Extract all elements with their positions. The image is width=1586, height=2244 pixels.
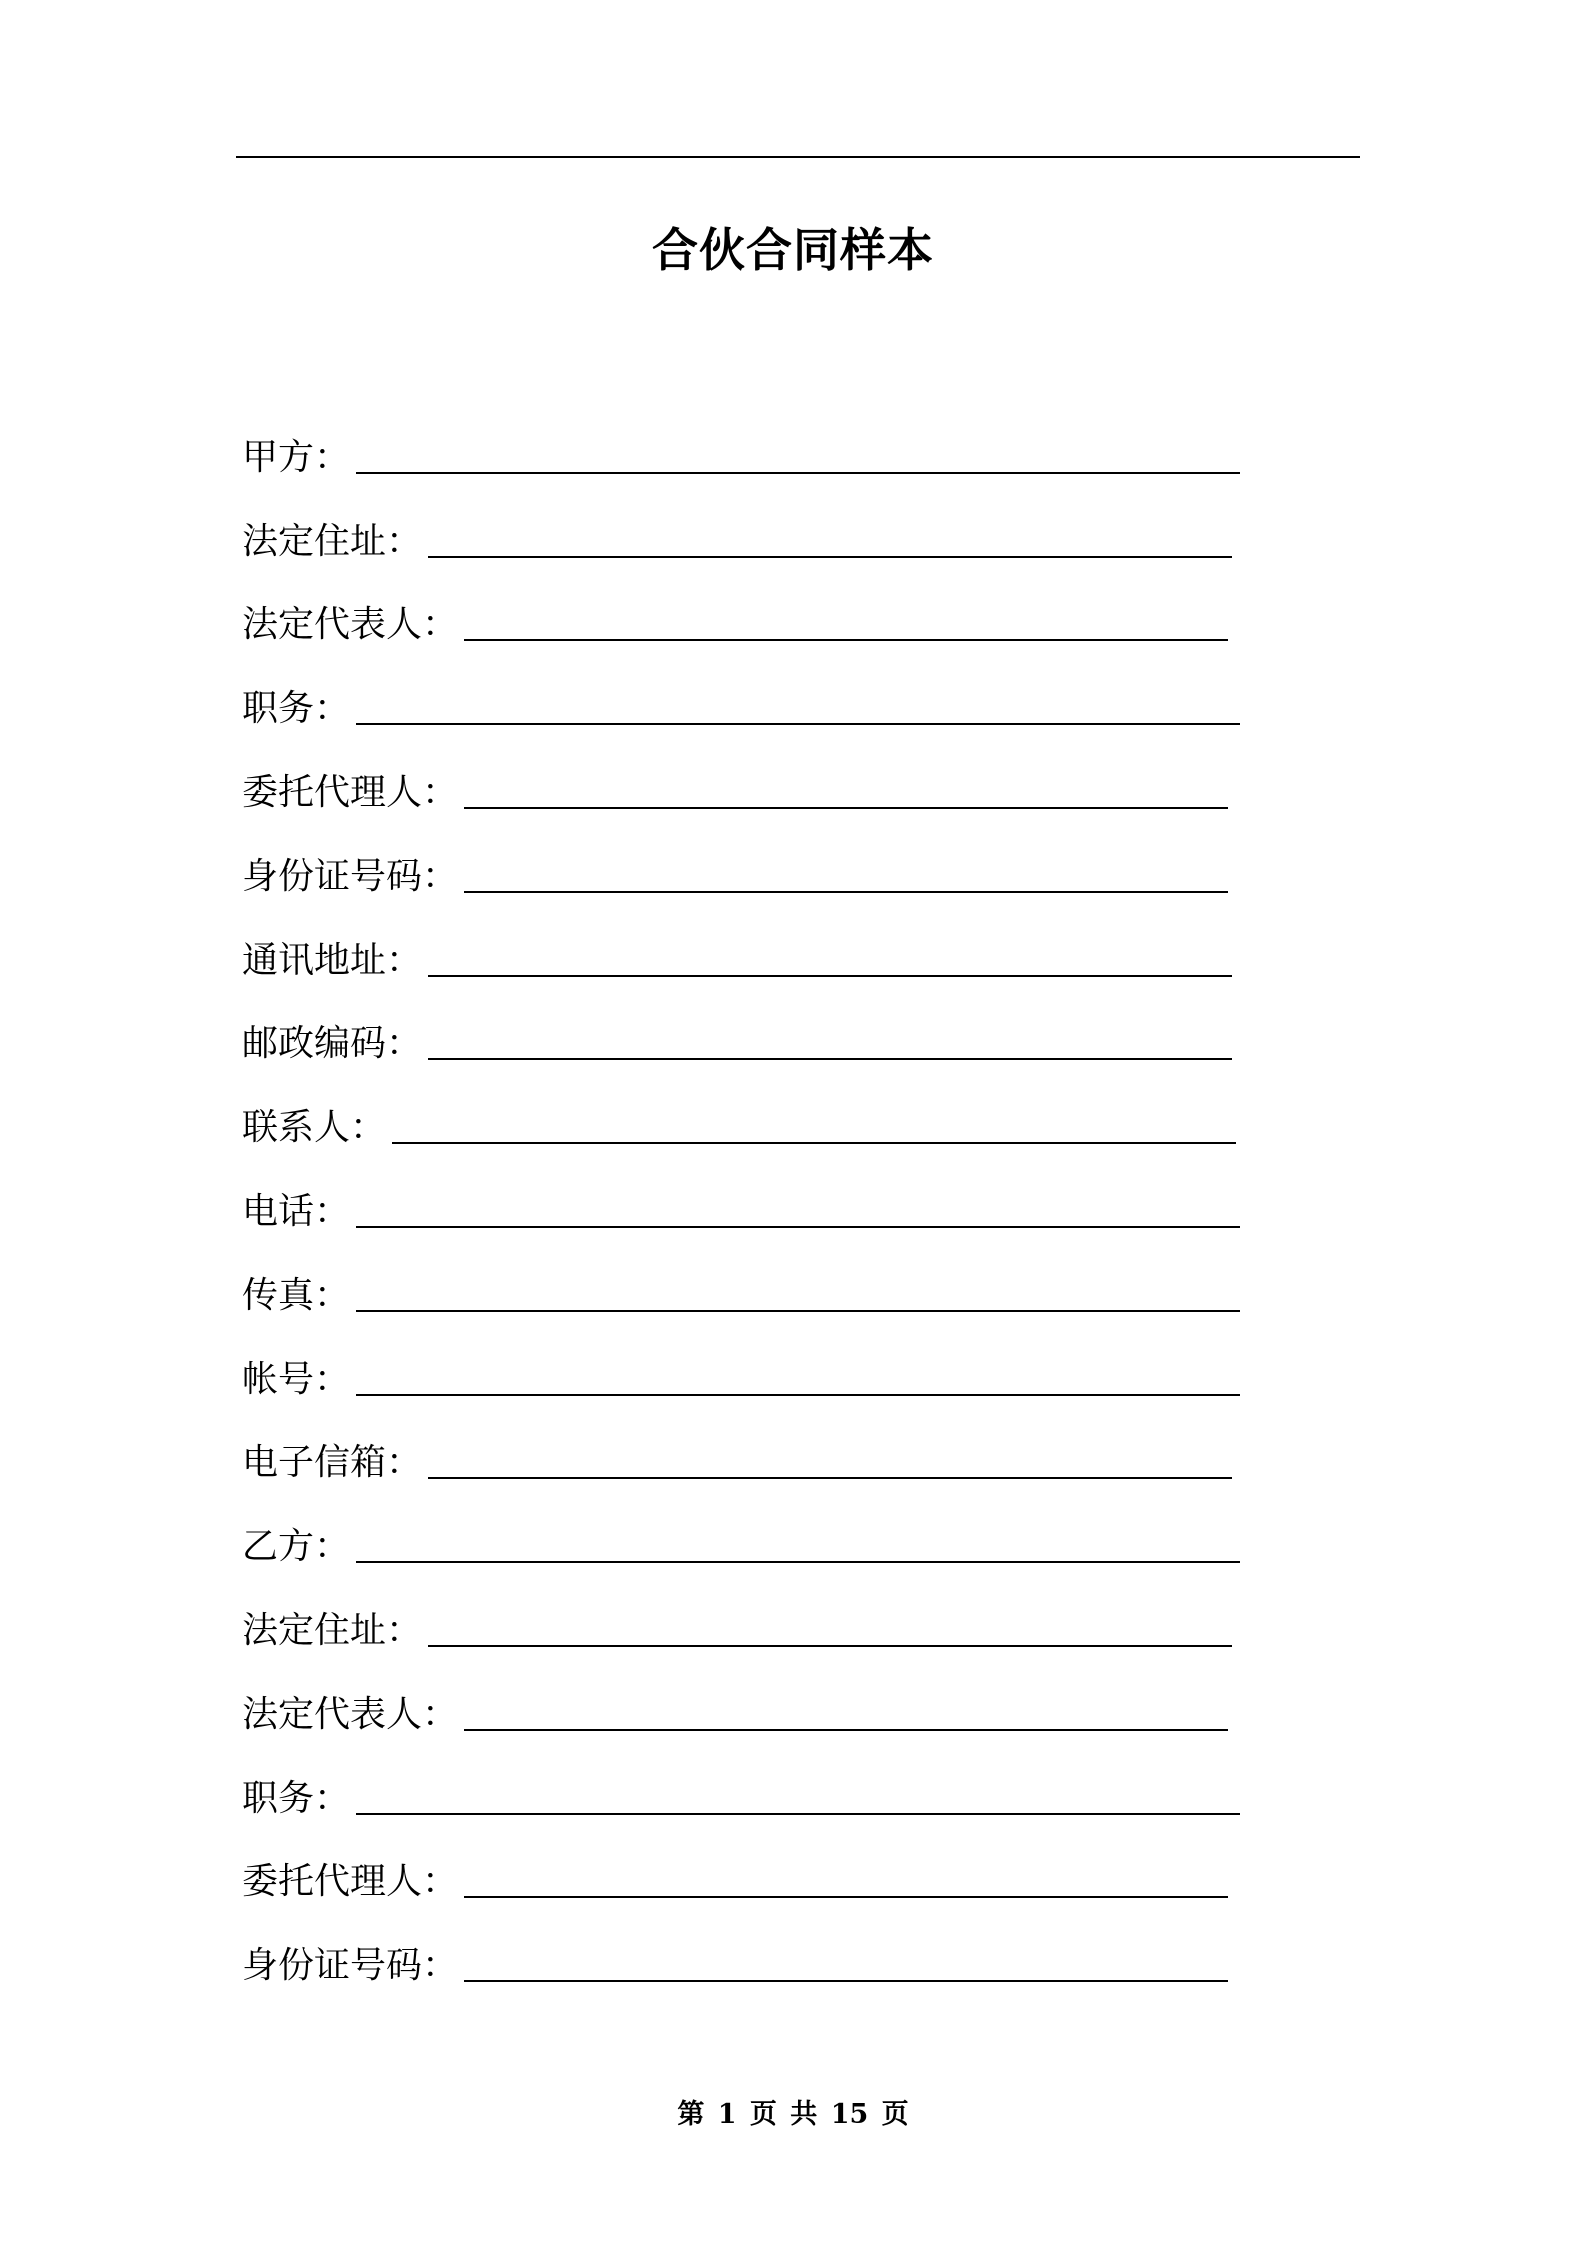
field-label: 法定代表人： <box>242 1693 459 1735</box>
fill-in-blank[interactable] <box>428 1477 1232 1479</box>
field-label: 邮政编码： <box>242 1023 423 1065</box>
form-row <box>242 991 1242 1075</box>
form-row <box>242 739 1242 823</box>
fill-in-blank[interactable] <box>356 1813 1240 1815</box>
fill-in-blank[interactable] <box>428 1645 1232 1647</box>
field-label: 身份证号码： <box>242 855 459 897</box>
field-label: 职务： <box>242 688 351 730</box>
field-label: 法定住址： <box>242 1609 423 1651</box>
field-label: 帐号： <box>242 1358 351 1400</box>
fill-in-blank[interactable] <box>464 1729 1228 1731</box>
form-row <box>242 1074 1242 1158</box>
field-label: 委托代理人： <box>242 1861 459 1903</box>
page-number-footer: 第 1 页 共 15 页 <box>677 2099 909 2130</box>
field-label: 委托代理人： <box>242 771 459 813</box>
fill-in-blank[interactable] <box>464 1896 1228 1898</box>
form-row <box>242 655 1242 739</box>
field-label: 甲方： <box>242 436 351 478</box>
field-label: 身份证号码： <box>242 1945 459 1987</box>
form-row <box>242 1410 1242 1494</box>
form-row <box>242 1326 1242 1410</box>
form-row <box>242 1745 1242 1829</box>
fill-in-blank[interactable] <box>464 639 1228 641</box>
field-label: 通讯地址： <box>242 939 423 981</box>
field-label: 法定住址： <box>242 520 423 562</box>
form-row <box>242 1912 1242 1996</box>
fill-in-blank[interactable] <box>428 975 1232 977</box>
form-row <box>242 1661 1242 1745</box>
form-row <box>242 1829 1242 1913</box>
field-label: 电子信箱： <box>242 1442 423 1484</box>
fill-in-blank[interactable] <box>356 723 1240 725</box>
field-label: 法定代表人： <box>242 604 459 646</box>
fill-in-blank[interactable] <box>464 807 1228 809</box>
form-row <box>242 404 1242 488</box>
document-title: 合伙合同样本 <box>652 223 934 277</box>
fill-in-blank[interactable] <box>428 1058 1232 1060</box>
form-row <box>242 1577 1242 1661</box>
fill-in-blank[interactable] <box>464 891 1228 893</box>
fill-in-blank[interactable] <box>356 472 1240 474</box>
form-row <box>242 1242 1242 1326</box>
fill-in-blank[interactable] <box>356 1394 1240 1396</box>
fill-in-blank[interactable] <box>464 1980 1228 1982</box>
header-rule <box>236 156 1360 158</box>
field-label: 电话： <box>242 1190 351 1232</box>
field-label: 传真： <box>242 1274 351 1316</box>
form-row <box>242 488 1242 572</box>
fill-in-blank[interactable] <box>356 1310 1240 1312</box>
party-info-form <box>242 404 1242 1996</box>
fill-in-blank[interactable] <box>356 1226 1240 1228</box>
form-row <box>242 1493 1242 1577</box>
fill-in-blank[interactable] <box>356 1561 1240 1563</box>
fill-in-blank[interactable] <box>428 556 1232 558</box>
form-row <box>242 907 1242 991</box>
form-row <box>242 823 1242 907</box>
fill-in-blank[interactable] <box>392 1142 1236 1144</box>
field-label: 职务： <box>242 1777 351 1819</box>
form-row <box>242 1158 1242 1242</box>
form-row <box>242 572 1242 656</box>
field-label: 乙方： <box>242 1526 351 1568</box>
field-label: 联系人： <box>242 1107 387 1149</box>
